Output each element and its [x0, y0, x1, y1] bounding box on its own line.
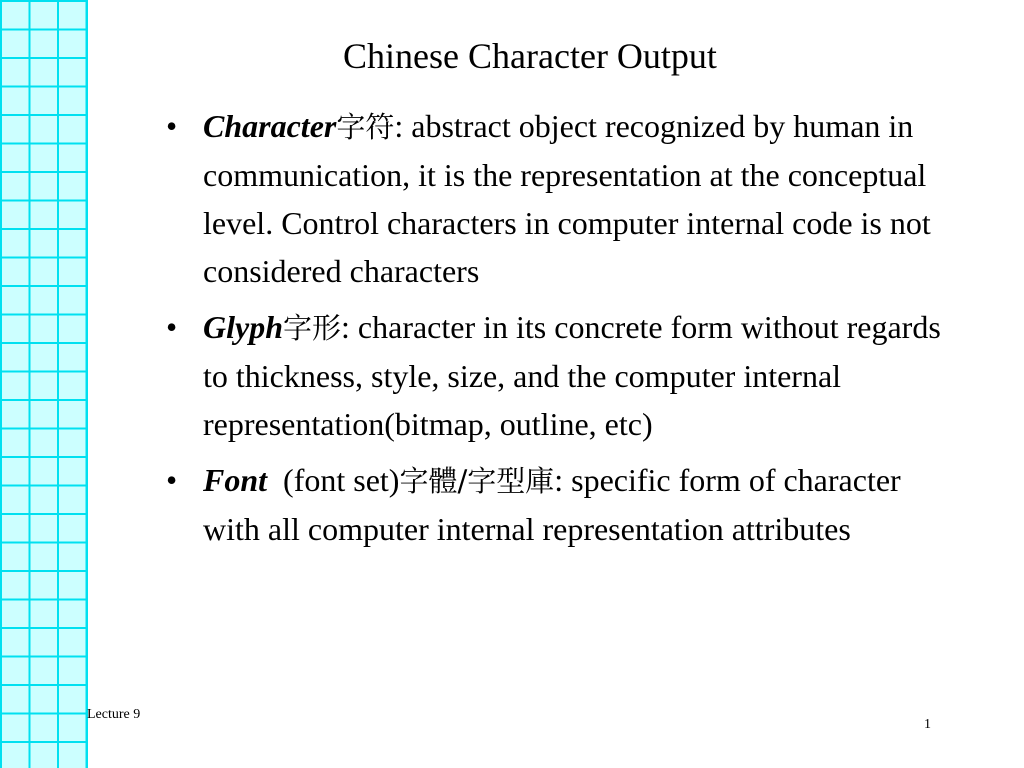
- term-font: Font: [203, 462, 268, 498]
- chinese-term-glyph: 字形: [283, 311, 342, 345]
- definition-glyph: : character in its concrete form without regards to thickness, style, size, and the computer internal representation(bitmap, outline, etc): [203, 309, 941, 442]
- bullet-dot-icon: •: [166, 309, 178, 345]
- bullet-item-font: [158, 456, 958, 553]
- page-number: 1: [924, 717, 931, 732]
- bullet-item-glyph: [158, 303, 958, 448]
- bullet-list: [158, 102, 958, 561]
- definition-character: : abstract object recognized by human in communication, it is the representation at the conceptual level. Control characters in computer internal code is not considered characters: [203, 108, 931, 289]
- decorative-grid-strip: [0, 0, 88, 768]
- bullet-dot-icon: •: [166, 108, 178, 144]
- chinese-term-font: 字體/字型庫: [399, 464, 555, 498]
- bullet-item-character: [158, 102, 958, 295]
- chinese-term-character: 字符: [336, 110, 395, 144]
- term-glyph: Glyph: [203, 309, 283, 345]
- slide-title: Chinese Character Output: [343, 36, 717, 76]
- term-character: Character: [203, 108, 337, 144]
- font-set-prefix: (font set): [267, 462, 400, 498]
- footer-lecture-label: Lecture 9: [87, 707, 141, 722]
- definition-font: : specific form of character with all computer internal representation attributes: [203, 462, 901, 547]
- bullet-dot-icon: •: [166, 462, 178, 498]
